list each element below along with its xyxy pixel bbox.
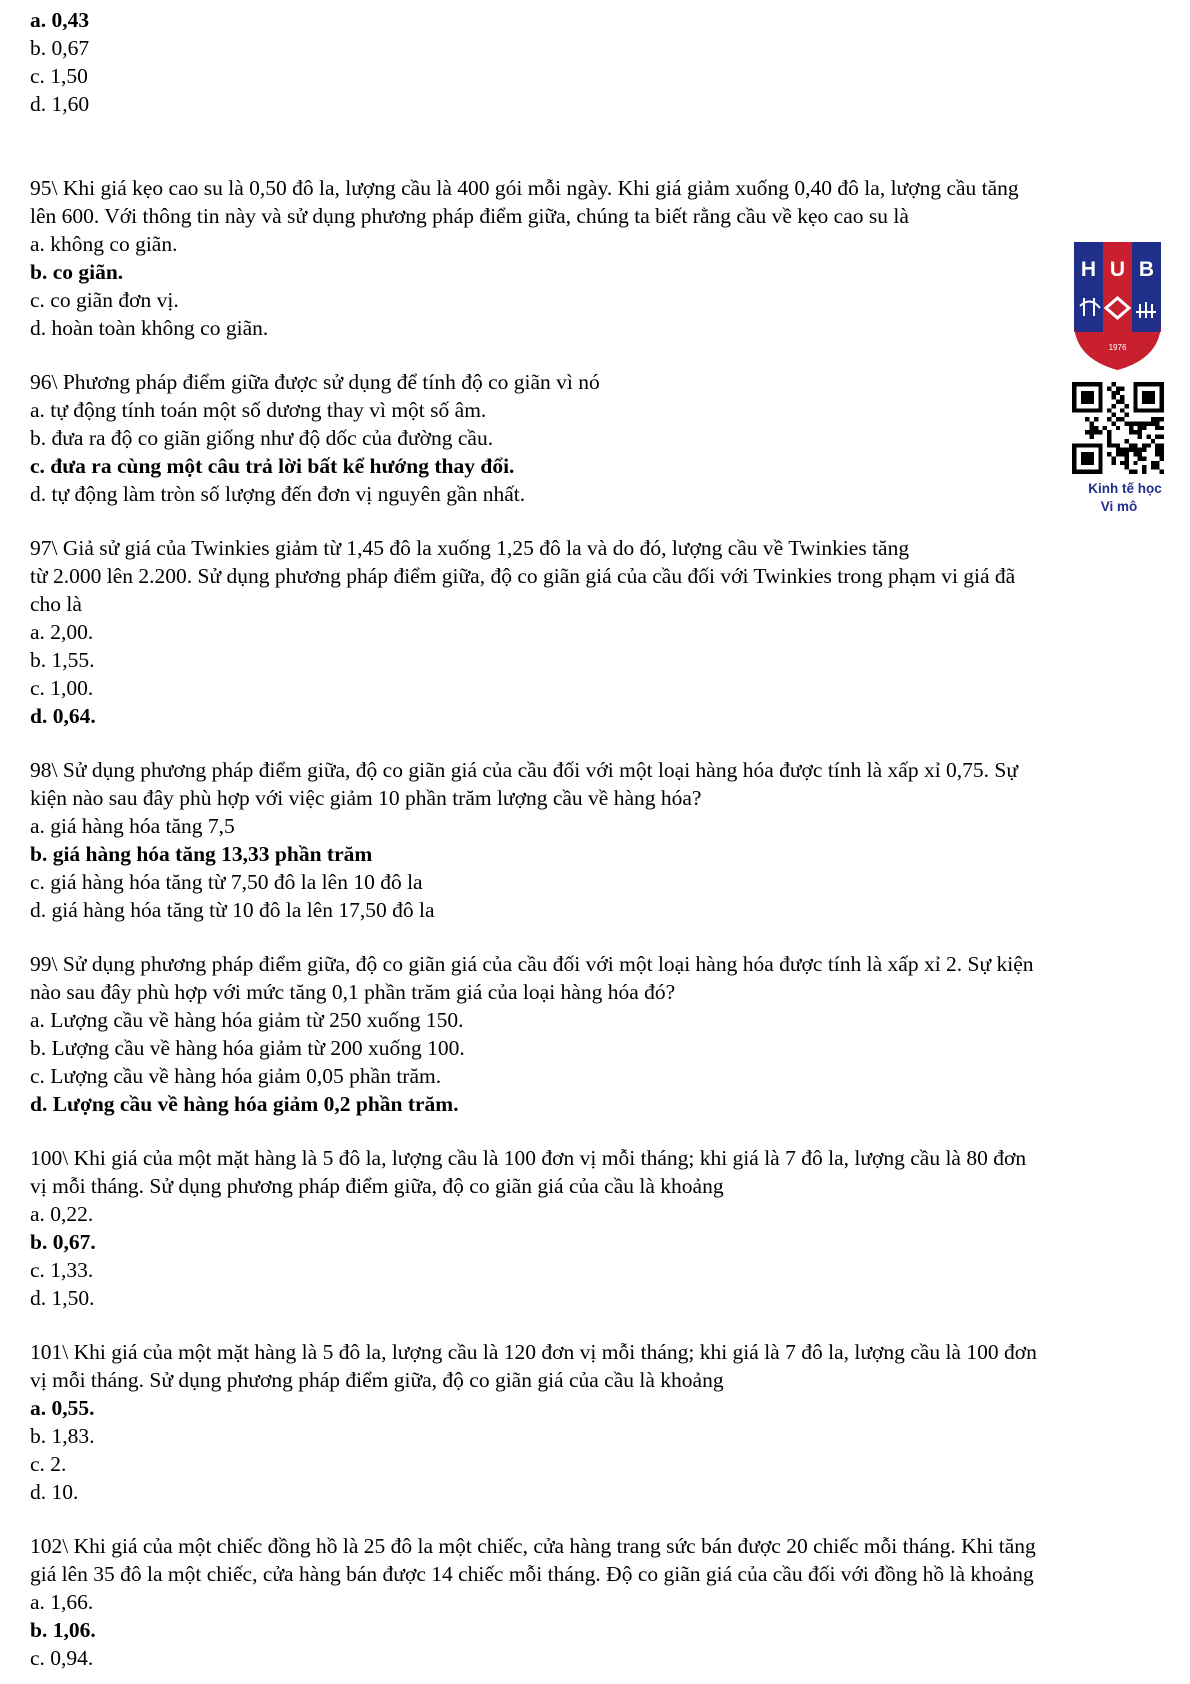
logo-year: 1976 [1108, 343, 1127, 352]
answer-option: a. tự động tính toán một số dương thay vì một số âm. [30, 398, 487, 422]
answer-option-correct: b. 1,06. [30, 1618, 96, 1642]
question-text: 101\ Khi giá của một mặt hàng là 5 đô la, lượng cầu là 120 đơn vị mỗi tháng; khi giá là 7 đô la, lượng cầu là 100 đơn [30, 1340, 1037, 1364]
answer-option: a. 1,66. [30, 1590, 94, 1614]
question-text: cho là [30, 592, 82, 616]
question-text: 96\ Phương pháp điểm giữa được sử dụng để tính độ co giãn vì nó [30, 370, 600, 394]
answer-option-correct: b. 0,67. [30, 1230, 96, 1254]
answer-option: b. 0,67 [30, 36, 90, 60]
question-text: 95\ Khi giá kẹo cao su là 0,50 đô la, lượng cầu là 400 gói mỗi ngày. Khi giá giảm xuống 0,40 đô la, lượng cầu tăng [30, 176, 1019, 200]
question-text: 102\ Khi giá của một chiếc đồng hồ là 25 đô la một chiếc, cửa hàng trang sức bán được 20 chiếc mỗi tháng. Khi tăng [30, 1534, 1036, 1558]
answer-option: b. 1,83. [30, 1424, 95, 1448]
answer-option: d. giá hàng hóa tăng từ 10 đô la lên 17,50 đô la [30, 898, 435, 922]
answer-option: a. 0,22. [30, 1202, 94, 1226]
answer-option: b. Lượng cầu về hàng hóa giảm từ 200 xuống 100. [30, 1036, 465, 1060]
logo-caption-line1: Kinh tế học [1088, 481, 1162, 496]
logo-letter-b: B [1138, 258, 1155, 281]
question-text: 98\ Sử dụng phương pháp điểm giữa, độ co giãn giá của cầu đối với một loại hàng hóa được tính là xấp xỉ 0,75. Sự [30, 758, 1019, 782]
answer-option: c. Lượng cầu về hàng hóa giảm 0,05 phần trăm. [30, 1064, 442, 1088]
question-text: 99\ Sử dụng phương pháp điểm giữa, độ co giãn giá của cầu đối với một loại hàng hóa được tính là xấp xỉ 2. Sự kiện [30, 952, 1034, 976]
document-body [30, 6, 1170, 1672]
question-text: lên 600. Với thông tin này và sử dụng phương pháp điểm giữa, chúng ta biết rằng cầu về kẹo cao su là [30, 204, 909, 228]
answer-option: a. 2,00. [30, 620, 94, 644]
answer-option: c. 2. [30, 1452, 67, 1476]
answer-option-correct: d. 0,64. [30, 704, 96, 728]
spacer [30, 924, 1170, 950]
answer-option-correct: b. co giãn. [30, 260, 124, 284]
spacer [30, 342, 1170, 368]
answer-option: a. không co giãn. [30, 232, 178, 256]
question-text: nào sau đây phù hợp với mức tăng 0,1 phần trăm giá của loại hàng hóa đó? [30, 980, 676, 1004]
answer-option: d. 1,60 [30, 92, 90, 116]
question-text: giá lên 35 đô la một chiếc, cửa hàng bán được 14 chiếc mỗi tháng. Độ co giãn giá của cầu đối với đồng hồ là khoảng [30, 1562, 1034, 1586]
question-text: vị mỗi tháng. Sử dụng phương pháp điểm giữa, độ co giãn giá của cầu là khoảng [30, 1174, 724, 1198]
question-text: 97\ Giả sử giá của Twinkies giảm từ 1,45 đô la xuống 1,25 đô la và do đó, lượng cầu về Twinkies tăng [30, 536, 910, 560]
answer-option: c. co giãn đơn vị. [30, 288, 179, 312]
answer-option-correct: c. đưa ra cùng một câu trả lời bất kể hướng thay đổi. [30, 454, 515, 478]
answer-option: c. giá hàng hóa tăng từ 7,50 đô la lên 10 đô la [30, 870, 423, 894]
answer-option: d. hoàn toàn không co giãn. [30, 316, 269, 340]
logo-letter-u: U [1109, 258, 1126, 281]
answer-option: d. tự động làm tròn số lượng đến đơn vị nguyên gần nhất. [30, 482, 526, 506]
spacer [30, 730, 1170, 756]
answer-option: a. 0,43 [30, 8, 90, 32]
answer-option-correct: d. Lượng cầu về hàng hóa giảm 0,2 phần trăm. [30, 1092, 459, 1116]
question-text: kiện nào sau đây phù hợp với việc giảm 10 phần trăm lượng cầu về hàng hóa? [30, 786, 702, 810]
qr-code-icon [1072, 382, 1164, 474]
answer-option: b. đưa ra độ co giãn giống như độ dốc của đường cầu. [30, 426, 494, 450]
answer-option: c. 1,00. [30, 676, 94, 700]
question-text: vị mỗi tháng. Sử dụng phương pháp điểm giữa, độ co giãn giá của cầu là khoảng [30, 1368, 724, 1392]
spacer [30, 508, 1170, 534]
answer-option-correct: a. 0,55. [30, 1396, 95, 1420]
logo-caption-line2: Vi mô [1100, 499, 1138, 514]
logo-letter-h: H [1080, 258, 1097, 281]
answer-option: c. 0,94. [30, 1646, 94, 1670]
answer-option: a. giá hàng hóa tăng 7,5 [30, 814, 235, 838]
spacer [30, 1506, 1170, 1532]
hub-logo-icon [1070, 238, 1165, 374]
spacer [30, 1312, 1170, 1338]
answer-option: d. 10. [30, 1480, 79, 1504]
spacer [30, 1118, 1170, 1144]
question-text: từ 2.000 lên 2.200. Sử dụng phương pháp điểm giữa, độ co giãn giá của cầu đối với Twinkies trong phạm vi giá đã [30, 564, 1016, 588]
answer-option-correct: b. giá hàng hóa tăng 13,33 phần trăm [30, 842, 373, 866]
answer-option: d. 1,50. [30, 1286, 95, 1310]
question-text: 100\ Khi giá của một mặt hàng là 5 đô la, lượng cầu là 100 đơn vị mỗi tháng; khi giá là 7 đô la, lượng cầu là 80 đơn [30, 1146, 1027, 1170]
answer-option: b. 1,55. [30, 648, 95, 672]
answer-option: a. Lượng cầu về hàng hóa giảm từ 250 xuống 150. [30, 1008, 464, 1032]
answer-option: c. 1,50 [30, 64, 88, 88]
spacer [30, 118, 1170, 174]
answer-option: c. 1,33. [30, 1258, 94, 1282]
